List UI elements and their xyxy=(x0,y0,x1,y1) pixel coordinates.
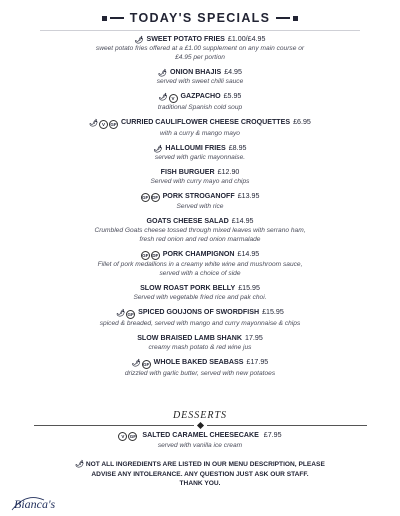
gf-icon: GF xyxy=(110,122,117,127)
menu-item-name: GOATS CHEESE SALAD xyxy=(146,217,229,225)
chili-icon: 🌶 xyxy=(116,310,126,317)
menu-item-name: GAZPACHO xyxy=(180,92,221,100)
menu-item xyxy=(12,34,388,62)
restaurant-logo-icon xyxy=(8,490,78,514)
page-title: TODAY'S SPECIALS xyxy=(129,11,271,25)
menu-item-description: drizzled with garlic butter, served with new potatoes xyxy=(124,370,276,377)
menu-item-description: served with sweet chilli sauce xyxy=(156,78,244,85)
gf-icon: GF xyxy=(143,362,150,367)
menu-item-price: 17.95 xyxy=(245,334,263,342)
menu-item-title xyxy=(12,91,388,103)
v-icon: V xyxy=(118,432,127,441)
menu-item xyxy=(12,91,388,112)
dessert-item-title xyxy=(0,430,400,441)
dietary-icons xyxy=(154,146,163,153)
menu-item-description: fresh red onion and red onion marmalade xyxy=(139,236,261,243)
menu-item-title xyxy=(12,191,388,202)
menu-item-price: £15.95 xyxy=(238,284,260,292)
menu-item-title xyxy=(12,333,388,343)
dietary-icons xyxy=(132,360,151,369)
menu-item-price: £4.95 xyxy=(224,68,242,76)
menu-item-title xyxy=(12,67,388,77)
gf-icon: GF xyxy=(141,195,149,200)
desserts-divider xyxy=(0,423,400,428)
notice-line-1: 🌶 NOT ALL INGREDIENTS ARE LISTED IN OUR MENU DESCRIPTION, PLEASE xyxy=(75,461,325,468)
menu-item-description: Served with curry mayo and chips xyxy=(150,178,250,185)
v-icon: V xyxy=(99,120,108,129)
dessert-item-description: served with vanilla ice cream xyxy=(157,442,243,449)
dietary-icons xyxy=(141,193,160,202)
menu-item-title xyxy=(12,307,388,319)
chili-icon: 🌶 xyxy=(158,70,167,77)
df-icon: DF xyxy=(152,253,159,258)
menu-item-name: PORK STROGANOFF xyxy=(162,192,235,200)
title-ornament-left xyxy=(102,16,124,21)
menu-item-price: £13.95 xyxy=(237,192,260,200)
logo-text: Bianca's xyxy=(14,497,56,511)
menu-item-name: WHOLE BAKED SEABASS xyxy=(153,358,244,366)
title-row xyxy=(0,8,400,28)
desserts-heading: DESSERTS xyxy=(172,410,228,421)
menu-item xyxy=(12,249,388,278)
menu-item-title xyxy=(12,357,388,369)
menu-item-description: with a curry & mango mayo xyxy=(160,130,240,137)
dietary-icons xyxy=(116,310,135,319)
menu-item-title xyxy=(12,249,388,260)
menu-item-description: spiced & breaded, served with mango and curry mayonnaise & chips xyxy=(99,320,301,327)
menu-item-title xyxy=(12,34,388,44)
desserts-section xyxy=(0,410,400,455)
dietary-icons xyxy=(158,70,167,77)
menu-item-price: £15.95 xyxy=(262,308,284,316)
notice-line-2: ADVISE ANY INTOLERANCE. ANY QUESTION JUST ASK OUR STAFF. xyxy=(91,470,309,478)
menu-item-title xyxy=(12,143,388,153)
menu-item-name: PORK CHAMPIGNON xyxy=(162,250,235,258)
menu-item-description: sweet potato fries offered at a £1.00 supplement on any main course or xyxy=(95,45,305,52)
menu-item xyxy=(12,357,388,378)
gf-icon: GF xyxy=(142,253,149,258)
menu-item-description: Fillet of pork medallions in a creamy white wine and mushroom sauce, xyxy=(97,261,303,268)
menu-item-price: £6.95 xyxy=(293,118,311,126)
menu-item-description: Served with vegetable fried rice and pak choi. xyxy=(133,294,267,301)
menu-item-description: £4.95 per portion xyxy=(175,54,225,61)
menu-item-price: £5.95 xyxy=(223,92,242,100)
menu-item-description: traditional Spanish cold soup xyxy=(157,104,243,111)
menu-item-name: CURRIED CAULIFLOWER CHEESE CROQUETTES xyxy=(121,118,291,126)
chili-icon: 🌶 xyxy=(153,146,163,153)
chili-icon: 🌶 xyxy=(89,120,99,127)
menu-item xyxy=(12,117,388,138)
menu-item-name: SPICED GOUJONS OF SWORDFISH xyxy=(138,308,260,316)
menu-item-name: SWEET POTATO FRIES xyxy=(146,35,225,43)
menu-item xyxy=(12,307,388,328)
chili-icon: 🌶 xyxy=(134,37,144,44)
v-icon: V xyxy=(169,94,178,103)
menu-item xyxy=(12,143,388,162)
menu-item-name: ONION BHAJIS xyxy=(169,68,222,76)
menu-item-title xyxy=(12,117,388,129)
menu-item xyxy=(12,333,388,352)
menu-item-name: SLOW ROAST PORK BELLY xyxy=(140,284,236,292)
menu-item-name: HALLOUMI FRIES xyxy=(165,144,226,152)
df-icon: DF xyxy=(152,195,159,200)
dessert-item-price: £7.95 xyxy=(263,431,282,439)
menu-item-description: served with a choice of side xyxy=(159,270,241,277)
notice-line-3: THANK YOU. xyxy=(179,480,221,487)
specials-list xyxy=(12,34,388,383)
gf-icon: GF xyxy=(127,312,134,317)
menu-item-price: £14.95 xyxy=(237,250,260,258)
menu-item-price: £8.95 xyxy=(228,144,247,152)
menu-item-description: creamy mash potato & red wine jus xyxy=(148,344,252,351)
dietary-icons xyxy=(159,94,178,103)
dessert-item xyxy=(0,430,400,450)
dietary-icons xyxy=(118,432,137,441)
dietary-icons xyxy=(141,251,160,260)
menu-item xyxy=(12,283,388,302)
gf-icon: GF xyxy=(129,434,137,439)
menu-item-price: £1.00/£4.95 xyxy=(227,35,266,43)
menu-item-name: SLOW BRAISED LAMB SHANK xyxy=(137,334,243,342)
allergy-notice xyxy=(50,460,350,489)
dietary-icons xyxy=(135,37,144,44)
menu-item-description: served with garlic mayonnaise. xyxy=(154,154,246,161)
menu-item-price: £14.95 xyxy=(231,217,254,225)
menu-item-title xyxy=(12,167,388,177)
menu-item-price: £12.90 xyxy=(217,168,240,176)
menu-item-title xyxy=(12,216,388,226)
title-divider xyxy=(40,30,360,31)
menu-item xyxy=(12,67,388,86)
chili-icon: 🌶 xyxy=(131,360,141,367)
title-ornament-right xyxy=(276,16,298,21)
dietary-icons xyxy=(89,120,118,129)
menu-item-name: FISH BURGUER xyxy=(160,168,215,176)
menu-item-description: Served with rice xyxy=(176,203,224,210)
dessert-item-name: SALTED CARAMEL CHEESECAKE xyxy=(142,431,259,439)
chili-icon: 🌶 xyxy=(158,94,168,101)
menu-item-price: £17.95 xyxy=(246,358,269,366)
menu-item xyxy=(12,216,388,244)
menu-item xyxy=(12,191,388,211)
menu-item xyxy=(12,167,388,186)
menu-item-title xyxy=(12,283,388,293)
menu-item-description: Crumbled Goats cheese tossed through mixed leaves with serrano ham, xyxy=(94,227,306,234)
chili-icon: 🌶 xyxy=(75,461,85,468)
